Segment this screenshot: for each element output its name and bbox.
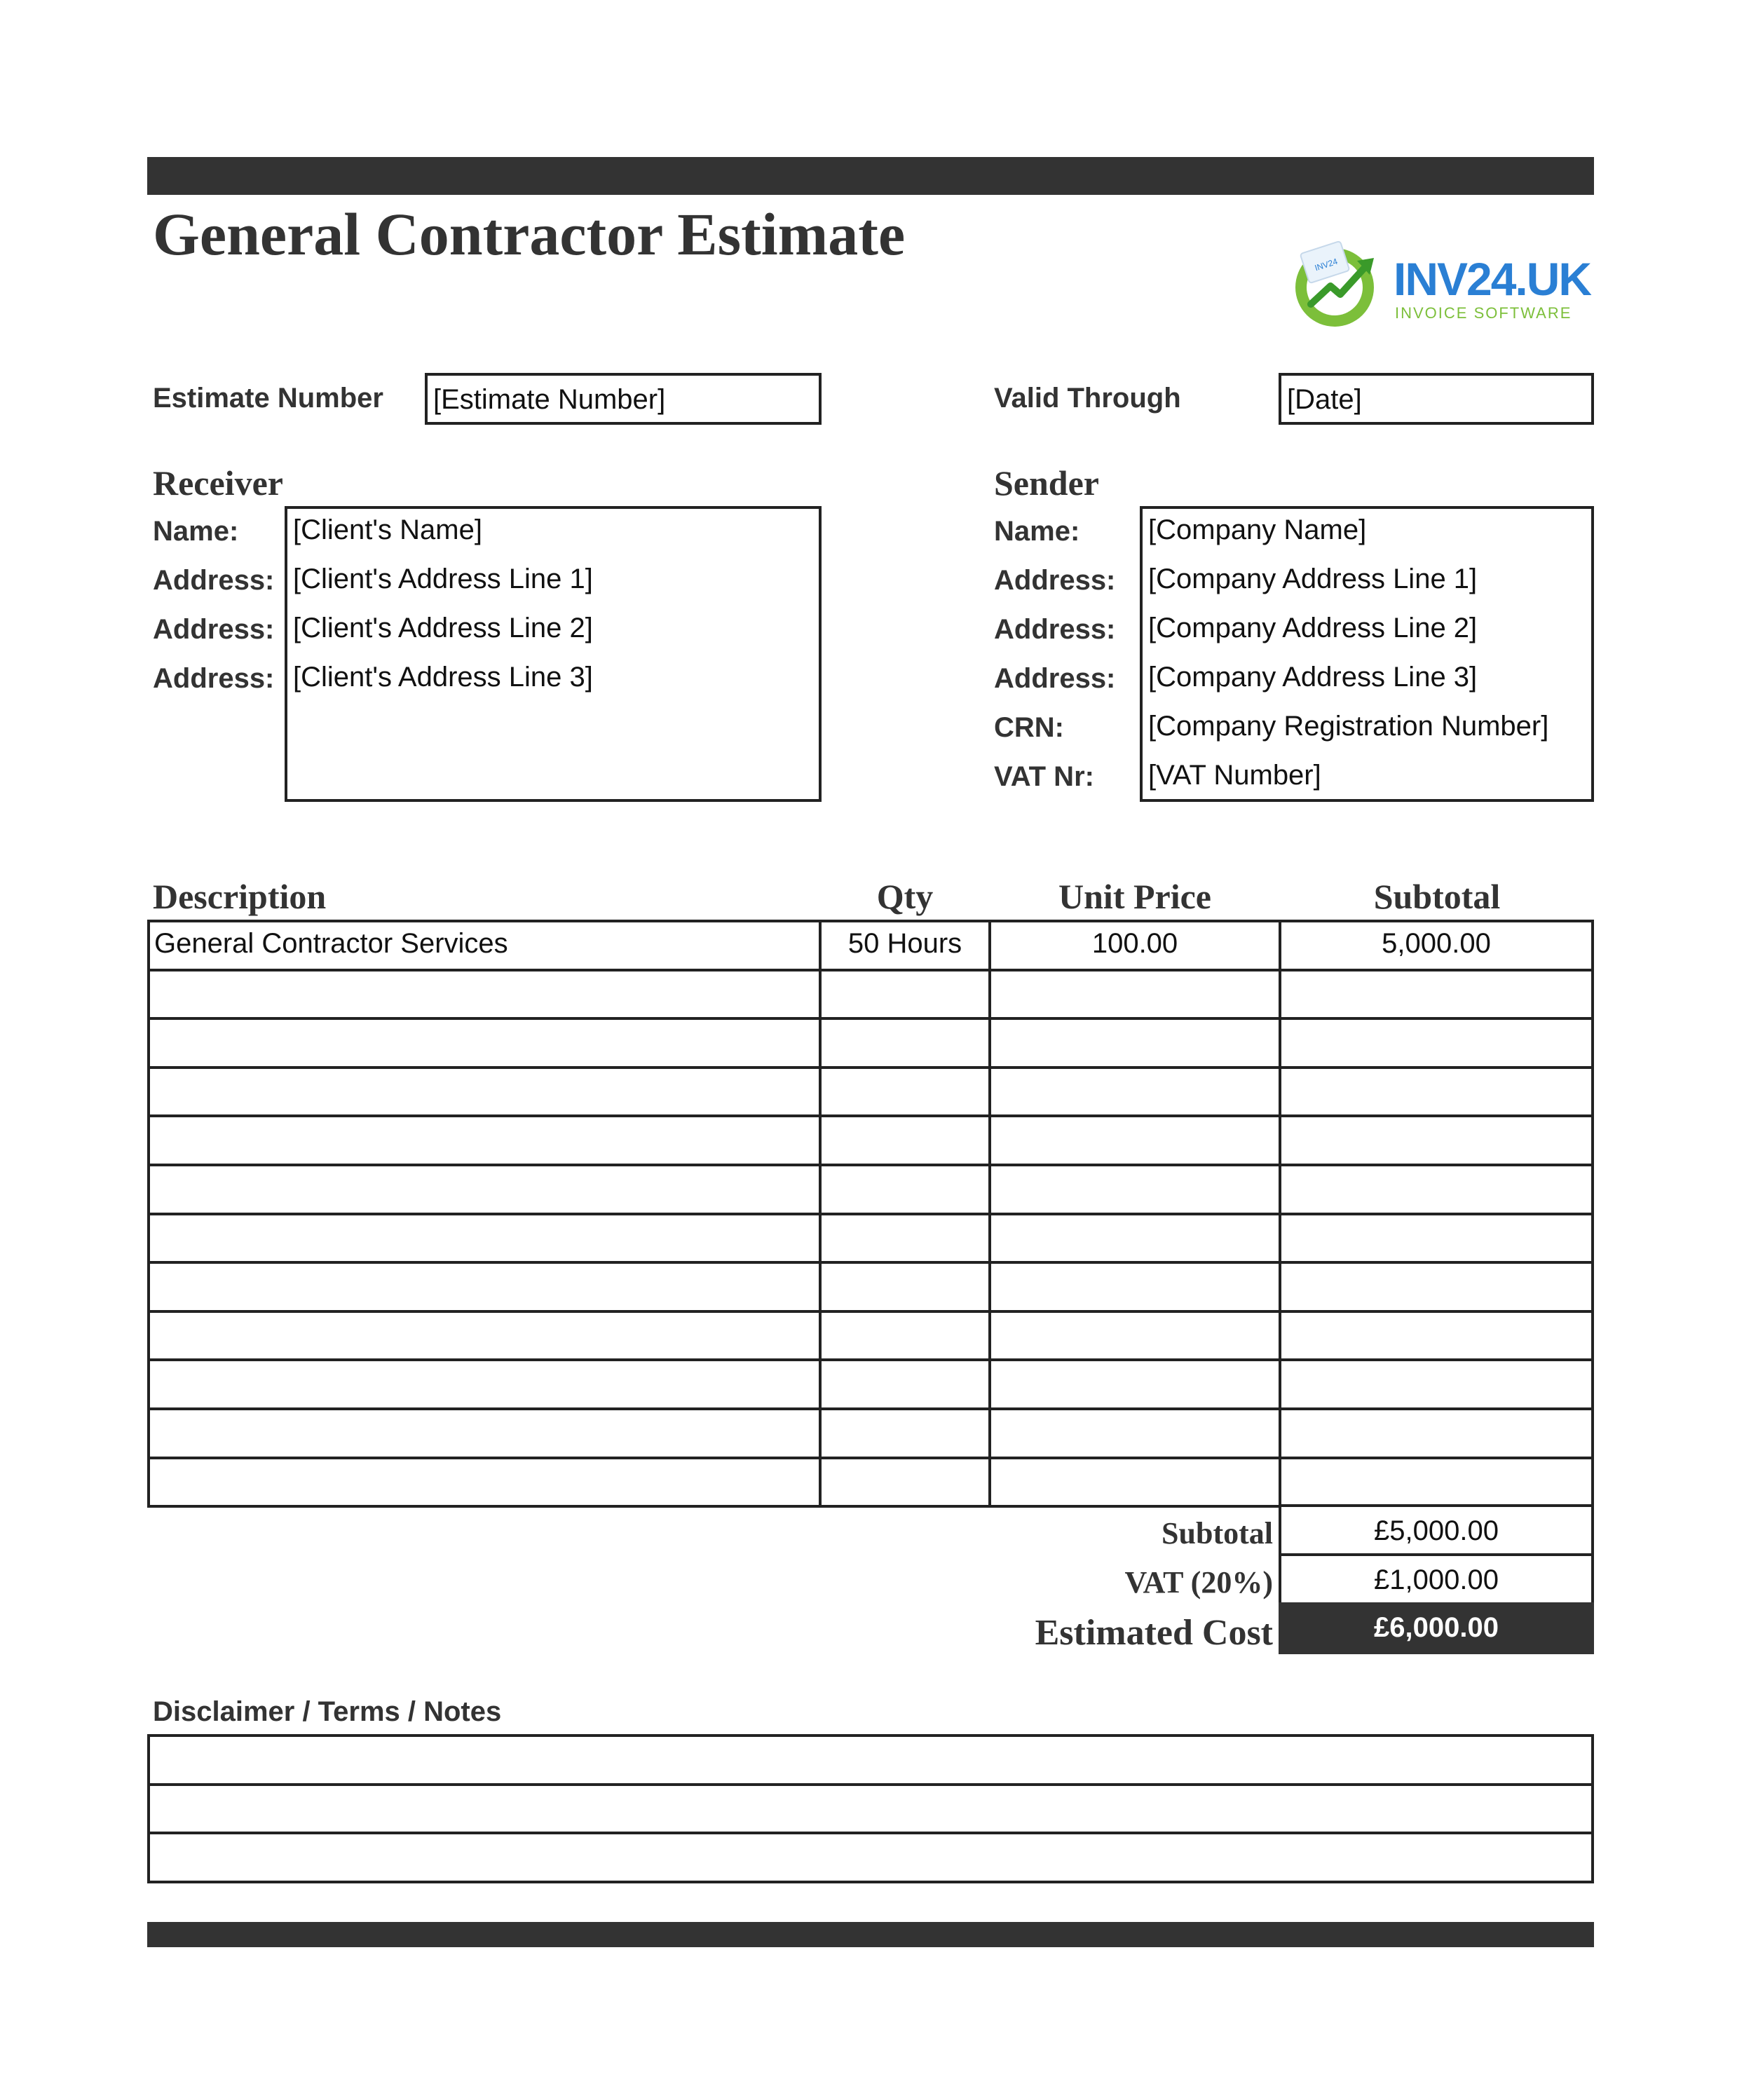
table-row[interactable] xyxy=(147,1164,1594,1213)
notes-heading: Disclaimer / Terms / Notes xyxy=(153,1696,502,1727)
receiver-box[interactable] xyxy=(285,506,822,802)
sender-row-label: Name: xyxy=(994,516,1080,547)
col-header-unit-price: Unit Price xyxy=(1058,877,1211,916)
logo xyxy=(1290,237,1591,335)
receiver-row-value: [Client's Address Line 3] xyxy=(293,662,593,693)
vat-value: £1,000.00 xyxy=(1374,1564,1499,1595)
receiver-row-label: Name: xyxy=(153,516,239,547)
logo-emblem-icon xyxy=(1290,237,1388,335)
vat-label: VAT (20%) xyxy=(1124,1565,1273,1600)
sender-row-label: VAT Nr: xyxy=(994,761,1094,792)
receiver-heading: Receiver xyxy=(153,463,283,503)
sender-heading: Sender xyxy=(994,463,1099,503)
table-cell-qty: 50 Hours xyxy=(847,928,962,959)
sender-row-label: Address: xyxy=(994,565,1116,596)
sender-box[interactable] xyxy=(1140,506,1594,802)
sender-row-value: [VAT Number] xyxy=(1148,760,1321,791)
table-row[interactable] xyxy=(147,1457,1594,1506)
receiver-row-label: Address: xyxy=(153,614,275,645)
estimated-cost-value: £6,000.00 xyxy=(1374,1612,1499,1643)
receiver-row-value: [Client's Name] xyxy=(293,514,482,545)
table-row[interactable] xyxy=(147,1261,1594,1310)
table-cell-subtotal: 5,000.00 xyxy=(1382,928,1491,959)
estimated-cost-label: Estimated Cost xyxy=(1035,1613,1273,1653)
sender-row-value: [Company Address Line 1] xyxy=(1148,564,1478,594)
receiver-row-label: Address: xyxy=(153,565,275,596)
table-row[interactable] xyxy=(147,1358,1594,1407)
sender-row-value: [Company Registration Number] xyxy=(1148,711,1549,742)
table-row[interactable] xyxy=(147,1407,1594,1457)
sender-row-label: Address: xyxy=(994,663,1116,694)
col-header-description: Description xyxy=(153,877,327,916)
notes-line xyxy=(147,1881,1594,1883)
bottom-bar xyxy=(147,1922,1594,1947)
page-title: General Contractor Estimate xyxy=(153,200,906,268)
logo-name: INV24.UK xyxy=(1394,253,1591,305)
subtotal-cell xyxy=(1279,1504,1594,1556)
table-row[interactable] xyxy=(147,920,1594,969)
notes-line xyxy=(147,1832,1594,1834)
estimate-number-field[interactable] xyxy=(425,373,822,425)
subtotal-label: Subtotal xyxy=(1162,1516,1273,1550)
valid-through-value: [Date] xyxy=(1287,384,1362,415)
notes-line xyxy=(147,1783,1594,1786)
receiver-row-value: [Client's Address Line 2] xyxy=(293,613,593,643)
table-row[interactable] xyxy=(147,1213,1594,1262)
notes-border xyxy=(147,1734,150,1883)
estimate-number-label: Estimate Number xyxy=(153,383,383,414)
sender-row-label: CRN: xyxy=(994,712,1064,743)
table-cell-description: General Contractor Services xyxy=(154,928,508,959)
estimated-cost-cell xyxy=(1279,1602,1594,1654)
estimate-number-value: [Estimate Number] xyxy=(433,384,666,415)
sender-row-label: Address: xyxy=(994,614,1116,645)
table-row[interactable] xyxy=(147,1066,1594,1115)
receiver-row-label: Address: xyxy=(153,663,275,694)
valid-through-field[interactable] xyxy=(1279,373,1594,425)
table-row[interactable] xyxy=(147,1114,1594,1164)
notes-line xyxy=(147,1734,1594,1737)
sender-row-value: [Company Name] xyxy=(1148,514,1367,545)
top-bar xyxy=(147,157,1594,195)
col-header-qty: Qty xyxy=(876,877,934,916)
col-header-subtotal: Subtotal xyxy=(1373,877,1501,916)
subtotal-value: £5,000.00 xyxy=(1374,1515,1499,1546)
sender-row-value: [Company Address Line 2] xyxy=(1148,613,1478,643)
table-cell-unit-price: 100.00 xyxy=(1091,928,1178,959)
receiver-row-value: [Client's Address Line 1] xyxy=(293,564,593,594)
table-row[interactable] xyxy=(147,969,1594,1018)
valid-through-label: Valid Through xyxy=(994,383,1181,414)
notes-border xyxy=(1591,1734,1594,1883)
table-row[interactable] xyxy=(147,1017,1594,1066)
sender-row-value: [Company Address Line 3] xyxy=(1148,662,1478,693)
logo-badge-text: INV24 xyxy=(1313,256,1339,273)
logo-tagline: INVOICE SOFTWARE xyxy=(1395,304,1572,322)
vat-cell xyxy=(1279,1553,1594,1605)
table-row[interactable] xyxy=(147,1310,1594,1359)
